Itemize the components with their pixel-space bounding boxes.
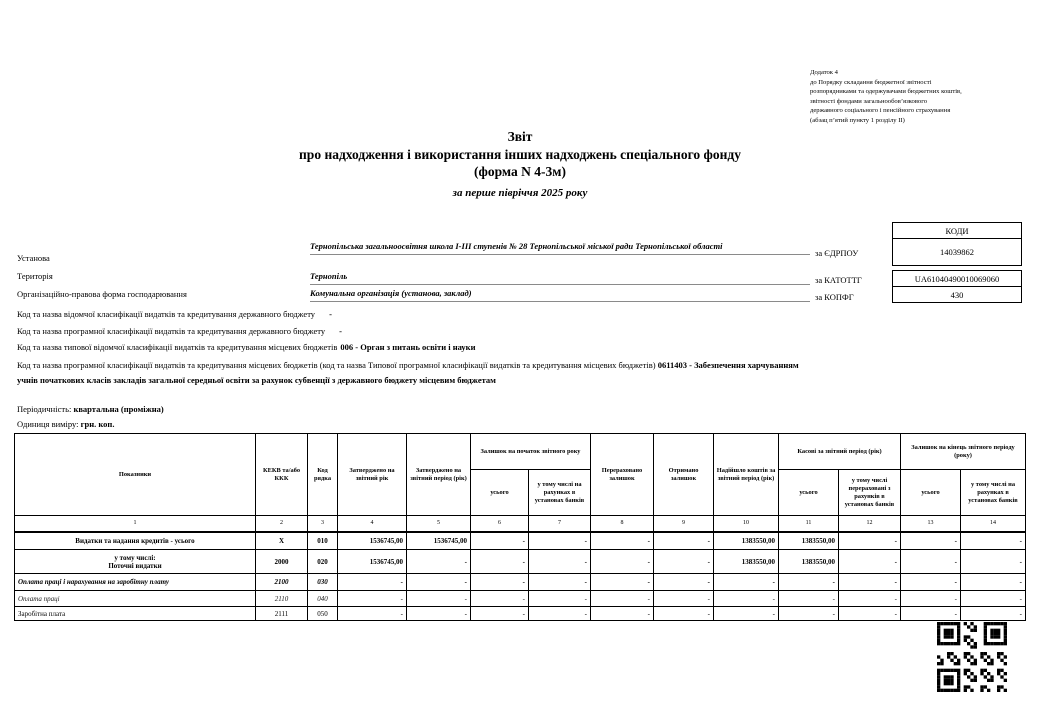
periodicity-value: квартальна (проміжна) — [73, 404, 164, 414]
col-group-cash: Касові за звітний період (рік) — [779, 434, 901, 470]
col-row-code: Код рядка — [308, 434, 338, 516]
col-balance-start-banks: у тому числі на рахунках в установах банків — [529, 470, 591, 516]
territory-value: Тернопіль — [310, 270, 810, 285]
edrpou-value: 14039862 — [892, 238, 1022, 266]
annex-line: Додаток 4 — [810, 69, 838, 76]
col-number: 5 — [407, 516, 471, 532]
classification-value: - — [329, 309, 332, 319]
classification-value: 006 - Орган з питань освіти і науки — [340, 342, 476, 352]
legal-form-value: Комунальна організація (установа, заклад) — [310, 287, 810, 302]
cell-value: - — [714, 607, 779, 621]
col-number: 6 — [471, 516, 529, 532]
kopfg-value: 430 — [892, 286, 1022, 303]
col-number: 14 — [961, 516, 1026, 532]
classification-text: Код та назва програмної класифікації видатків та кредитування місцевих бюджетів (код та назва Типової програмної класифікації видатків та кредитування місцевих бюджетів) — [17, 359, 656, 370]
legal-form-label: Організаційно-правова форма господарювання — [17, 289, 187, 299]
col-number: 13 — [901, 516, 961, 532]
cell-value: 1536745,00 — [407, 532, 471, 550]
katottg-value: UA61040490010069060 — [892, 270, 1022, 287]
cell-value: - — [839, 532, 901, 550]
cell-value: - — [654, 550, 714, 574]
unit-row — [17, 417, 164, 432]
cell-value: - — [839, 591, 901, 607]
annex-line: (абзац п’ятий пункту 1 розділу ІІ) — [810, 116, 905, 124]
row-code: 020 — [308, 550, 338, 574]
col-cash-banks: у тому числі перераховані з рахунків в установах банків — [839, 470, 901, 516]
cell-value: - — [471, 532, 529, 550]
cell-value: 1383550,00 — [779, 550, 839, 574]
classification-text: Код та назва типової відомчої класифікації видатків та кредитування місцевих бюджетів — [17, 342, 338, 352]
table-row — [15, 591, 1026, 607]
cell-value: - — [407, 550, 471, 574]
col-number: 12 — [839, 516, 901, 532]
codes-table — [892, 222, 1022, 303]
periodicity-row — [17, 402, 164, 417]
cell-value: - — [961, 607, 1026, 621]
codes-header: КОДИ — [892, 222, 1022, 239]
qr-code — [936, 622, 1008, 692]
cell-value: - — [529, 532, 591, 550]
cell-value: - — [529, 591, 591, 607]
cell-value: - — [529, 550, 591, 574]
classification-line-4 — [17, 358, 815, 389]
annex-note — [810, 68, 1042, 126]
cell-value: - — [779, 574, 839, 591]
title-period: за перше півріччя 2025 року — [452, 186, 588, 199]
row-kekv: 2000 — [256, 550, 308, 574]
cell-value: - — [591, 607, 654, 621]
cell-value: - — [839, 550, 901, 574]
cell-value: - — [779, 591, 839, 607]
row-code: 010 — [308, 532, 338, 550]
row-indicator-line1: у тому числі: — [114, 553, 156, 562]
col-received-funds: Надійшло коштів за звітний період (рік) — [714, 434, 779, 516]
row-kekv: 2110 — [256, 591, 308, 607]
col-number: 3 — [308, 516, 338, 532]
table-row — [15, 574, 1026, 591]
title-line: Звіт — [507, 129, 533, 144]
cell-value: - — [338, 574, 407, 591]
cell-value: - — [471, 591, 529, 607]
cell-value: - — [839, 607, 901, 621]
row-kekv: X — [256, 532, 308, 550]
cell-value: - — [901, 607, 961, 621]
cell-value: - — [471, 607, 529, 621]
classification-block — [17, 306, 815, 389]
col-number: 7 — [529, 516, 591, 532]
cell-value: - — [407, 607, 471, 621]
col-number: 9 — [654, 516, 714, 532]
cell-value: - — [338, 591, 407, 607]
classification-value: - — [339, 325, 342, 336]
cell-value: - — [407, 574, 471, 591]
col-number: 2 — [256, 516, 308, 532]
row-kekv: 2100 — [256, 574, 308, 591]
col-group-balance-start: Залишок на початок звітного року — [471, 434, 591, 470]
katottg-label: за КАТОТТГ — [815, 275, 862, 285]
unit-label: Одиниця виміру: — [17, 418, 79, 429]
cell-value: - — [839, 574, 901, 591]
col-received-balance: Отримано залишок — [654, 434, 714, 516]
cell-value: 1536745,00 — [338, 532, 407, 550]
col-approved-year: Затверджено на звітний рік — [338, 434, 407, 516]
cell-value: - — [591, 532, 654, 550]
col-group-balance-end: Залишок на кінець звітного періоду (року) — [901, 434, 1026, 470]
periodicity-label: Періодичність: — [17, 404, 72, 414]
report-table — [14, 433, 1026, 621]
cell-value: 1383550,00 — [779, 532, 839, 550]
row-code: 030 — [308, 574, 338, 591]
row-code: 050 — [308, 607, 338, 621]
cell-value: - — [901, 532, 961, 550]
col-approved-period: Затверджено на звітний період (рік) — [407, 434, 471, 516]
col-number: 10 — [714, 516, 779, 532]
col-balance-end-total: усього — [901, 470, 961, 516]
cell-value: - — [654, 532, 714, 550]
classification-text: Код та назва програмної класифікації видатків та кредитування державного бюджету — [17, 325, 326, 336]
table-row — [15, 532, 1026, 550]
unit-value: грн. коп. — [80, 418, 115, 429]
classification-line-3 — [17, 339, 815, 356]
cell-value: 1383550,00 — [714, 550, 779, 574]
cell-value: - — [714, 591, 779, 607]
col-balance-start-total: усього — [471, 470, 529, 516]
cell-value: - — [471, 550, 529, 574]
cell-value: - — [714, 574, 779, 591]
territory-label: Територія — [17, 271, 53, 281]
annex-line: звітності фондами загальнообов’язкового — [810, 97, 928, 105]
table-row — [15, 607, 1026, 621]
cell-value: - — [471, 574, 529, 591]
col-transferred-balance: Перераховано залишок — [591, 434, 654, 516]
cell-value: - — [407, 591, 471, 607]
cell-value: - — [591, 550, 654, 574]
cell-value: - — [529, 574, 591, 591]
row-indicator: Заробітна плата — [15, 607, 256, 621]
annex-line: розпорядниками та одержувачами бюджетних коштів, — [810, 88, 962, 96]
institution-value: Тернопільська загальноосвітня школа І-ІІІ ступенів № 28 Тернопільської міської ради Тернопільської області — [310, 240, 810, 255]
title-line: про надходження і використання інших надходжень спеціального фонду — [299, 146, 741, 162]
cell-value: - — [654, 574, 714, 591]
cell-value: - — [961, 574, 1026, 591]
annex-line: державного соціального і пенсійного страхування — [810, 107, 951, 115]
classification-line-1 — [17, 306, 815, 323]
classification-text: Код та назва відомчої класифікації видатків та кредитування державного бюджету — [17, 309, 316, 319]
institution-label: Установа — [17, 253, 50, 263]
row-indicator: Оплата праці і нарахування на заробітну плату — [15, 574, 256, 591]
classification-line-2 — [17, 323, 815, 340]
cell-value: - — [779, 607, 839, 621]
col-number: 11 — [779, 516, 839, 532]
annex-line: до Порядку складання бюджетної звітності — [810, 78, 932, 86]
cell-value: - — [654, 607, 714, 621]
classification-value: 0611403 - Забезпечення харчуванням учнів початкових класів закладів загальної середньої освіти за рахунок субвенції з державного бюджету місцевим бюджетам — [17, 359, 799, 385]
row-code: 040 — [308, 591, 338, 607]
row-kekv: 2111 — [256, 607, 308, 621]
row-indicator-line2: Поточні видатки — [108, 561, 162, 570]
cell-value: - — [901, 574, 961, 591]
report-title — [0, 128, 1040, 199]
title-form-number: (форма N 4-3м) — [474, 164, 566, 179]
cell-value: - — [591, 591, 654, 607]
report-meta — [17, 402, 164, 431]
cell-value: - — [338, 607, 407, 621]
cell-value: - — [654, 591, 714, 607]
col-balance-end-banks: у тому числі на рахунках в установах банків — [961, 470, 1026, 516]
cell-value: - — [591, 574, 654, 591]
row-indicator — [15, 550, 256, 574]
cell-value: - — [961, 591, 1026, 607]
cell-value: 1383550,00 — [714, 532, 779, 550]
col-cash-total: усього — [779, 470, 839, 516]
cell-value: 1536745,00 — [338, 550, 407, 574]
col-number: 4 — [338, 516, 407, 532]
row-indicator: Оплата праці — [15, 591, 256, 607]
cell-value: - — [901, 550, 961, 574]
col-indicators: Показники — [15, 434, 256, 516]
edrpou-label: за ЄДРПОУ — [815, 248, 859, 258]
row-indicator: Видатки та надання кредитів - усього — [15, 532, 256, 550]
cell-value: - — [901, 591, 961, 607]
cell-value: - — [961, 550, 1026, 574]
cell-value: - — [961, 532, 1026, 550]
kopfg-label: за КОПФГ — [815, 292, 854, 302]
col-number: 1 — [15, 516, 256, 532]
col-kekv: КЕКВ та/або ККК — [256, 434, 308, 516]
cell-value: - — [529, 607, 591, 621]
table-row — [15, 550, 1026, 574]
col-number: 8 — [591, 516, 654, 532]
